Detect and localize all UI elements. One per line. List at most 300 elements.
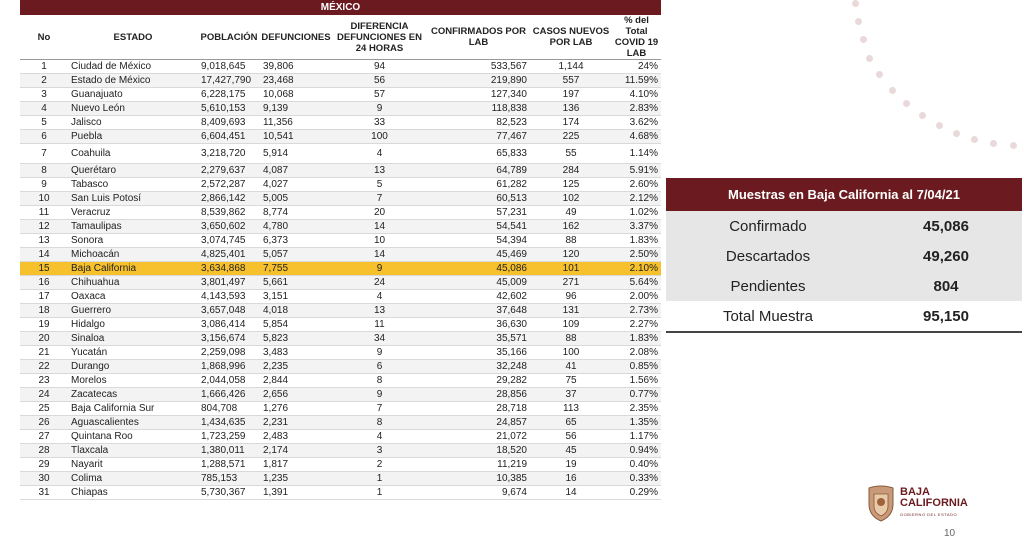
row-defunciones: 23,468 [260,74,332,88]
row-estado: Morelos [68,374,198,388]
table-row [20,102,661,116]
row-casos-nuevos: 113 [530,402,612,416]
row-estado: Ciudad de México [68,60,198,74]
row-no: 1 [20,60,68,74]
row-confirmados: 57,231 [427,206,530,220]
row-no: 10 [20,192,68,206]
row-confirmados: 127,340 [427,88,530,102]
row-diferencia: 100 [332,130,427,144]
row-casos-nuevos: 1,144 [530,60,612,74]
row-confirmados: 18,520 [427,444,530,458]
header-poblacion: POBLACIÓN [198,15,260,60]
table-row [20,374,661,388]
row-casos-nuevos: 65 [530,416,612,430]
row-pct: 0.77% [612,388,661,402]
row-defunciones: 3,483 [260,346,332,360]
row-diferencia: 4 [332,430,427,444]
table-row [20,416,661,430]
row-pct: 2.35% [612,402,661,416]
row-poblacion: 9,018,645 [198,60,260,74]
header-diferencia: DIFERENCIA DEFUNCIONES EN 24 HORAS [332,15,427,60]
coat-of-arms-icon [866,484,896,522]
row-estado: Durango [68,360,198,374]
row-poblacion: 1,666,426 [198,388,260,402]
covid-table [20,0,661,500]
row-confirmados: 37,648 [427,304,530,318]
table-row [20,144,661,164]
row-poblacion: 1,380,011 [198,444,260,458]
row-pct: 1.56% [612,374,661,388]
row-confirmados: 35,571 [427,332,530,346]
row-casos-nuevos: 101 [530,262,612,276]
row-estado: Tabasco [68,178,198,192]
row-defunciones: 39,806 [260,60,332,74]
row-diferencia: 11 [332,318,427,332]
row-estado: Jalisco [68,116,198,130]
row-poblacion: 3,074,745 [198,234,260,248]
table-row [20,360,661,374]
row-pct: 5.91% [612,164,661,178]
header-defunciones: DEFUNCIONES [260,15,332,60]
row-defunciones: 5,854 [260,318,332,332]
row-estado: Guerrero [68,304,198,318]
table-row [20,332,661,346]
row-diferencia: 9 [332,262,427,276]
header-estado: ESTADO [68,15,198,60]
row-casos-nuevos: 125 [530,178,612,192]
row-confirmados: 28,856 [427,388,530,402]
row-defunciones: 4,087 [260,164,332,178]
row-casos-nuevos: 136 [530,102,612,116]
row-no: 9 [20,178,68,192]
table-row [20,290,661,304]
row-poblacion: 2,866,142 [198,192,260,206]
row-estado: Baja California [68,262,198,276]
row-pct: 4.68% [612,130,661,144]
row-no: 12 [20,220,68,234]
row-confirmados: 9,674 [427,486,530,500]
row-pct: 3.62% [612,116,661,130]
row-casos-nuevos: 271 [530,276,612,290]
row-no: 16 [20,276,68,290]
row-diferencia: 24 [332,276,427,290]
row-no: 14 [20,248,68,262]
row-diferencia: 14 [332,248,427,262]
row-defunciones: 4,780 [260,220,332,234]
row-confirmados: 54,541 [427,220,530,234]
row-poblacion: 1,723,259 [198,430,260,444]
row-casos-nuevos: 49 [530,206,612,220]
row-casos-nuevos: 88 [530,332,612,346]
row-no: 26 [20,416,68,430]
row-diferencia: 1 [332,486,427,500]
baja-california-logo [866,484,968,522]
row-poblacion: 5,610,153 [198,102,260,116]
row-casos-nuevos: 88 [530,234,612,248]
row-confirmados: 36,630 [427,318,530,332]
header-confirmados: CONFIRMADOS POR LAB [427,15,530,60]
row-poblacion: 5,730,367 [198,486,260,500]
row-no: 11 [20,206,68,220]
row-casos-nuevos: 102 [530,192,612,206]
row-poblacion: 4,143,593 [198,290,260,304]
row-defunciones: 10,541 [260,130,332,144]
row-pct: 3.37% [612,220,661,234]
row-estado: Estado de México [68,74,198,88]
table-row [20,318,661,332]
row-diferencia: 9 [332,346,427,360]
row-poblacion: 785,153 [198,472,260,486]
row-no: 6 [20,130,68,144]
row-casos-nuevos: 284 [530,164,612,178]
table-row [20,88,661,102]
row-diferencia: 8 [332,416,427,430]
row-estado: Quintana Roo [68,430,198,444]
row-estado: Oaxaca [68,290,198,304]
row-no: 5 [20,116,68,130]
row-confirmados: 10,385 [427,472,530,486]
row-casos-nuevos: 100 [530,346,612,360]
row-diferencia: 34 [332,332,427,346]
row-poblacion: 2,044,058 [198,374,260,388]
row-poblacion: 8,409,693 [198,116,260,130]
panel-value: 95,150 [923,307,969,325]
row-estado: Aguascalientes [68,416,198,430]
row-defunciones: 1,235 [260,472,332,486]
row-defunciones: 4,027 [260,178,332,192]
row-estado: Colima [68,472,198,486]
row-casos-nuevos: 41 [530,360,612,374]
row-defunciones: 5,914 [260,144,332,164]
table-row [20,388,661,402]
row-confirmados: 35,166 [427,346,530,360]
row-pct: 0.33% [612,472,661,486]
panel-value: 45,086 [923,217,969,235]
row-poblacion: 8,539,862 [198,206,260,220]
row-diferencia: 56 [332,74,427,88]
header-casos-nuevos: CASOS NUEVOS POR LAB [530,15,612,60]
row-casos-nuevos: 55 [530,144,612,164]
row-pct: 0.40% [612,458,661,472]
row-confirmados: 45,086 [427,262,530,276]
row-poblacion: 6,228,175 [198,88,260,102]
row-defunciones: 6,373 [260,234,332,248]
table-row [20,276,661,290]
row-casos-nuevos: 557 [530,74,612,88]
row-pct: 1.14% [612,144,661,164]
table-row [20,60,661,74]
row-defunciones: 5,057 [260,248,332,262]
row-no: 24 [20,388,68,402]
row-defunciones: 2,844 [260,374,332,388]
row-confirmados: 32,248 [427,360,530,374]
row-no: 17 [20,290,68,304]
row-poblacion: 3,801,497 [198,276,260,290]
row-pct: 0.85% [612,360,661,374]
row-pct: 2.12% [612,192,661,206]
table-row [20,192,661,206]
row-confirmados: 219,890 [427,74,530,88]
panel-title: Muestras en Baja California al 7/04/21 [666,178,1022,211]
row-poblacion: 804,708 [198,402,260,416]
row-confirmados: 54,394 [427,234,530,248]
row-estado: Nayarit [68,458,198,472]
row-pct: 2.08% [612,346,661,360]
row-defunciones: 10,068 [260,88,332,102]
row-poblacion: 3,086,414 [198,318,260,332]
panel-row-descartados [666,241,1022,271]
table-row [20,248,661,262]
row-defunciones: 5,005 [260,192,332,206]
row-defunciones: 1,391 [260,486,332,500]
row-confirmados: 28,718 [427,402,530,416]
row-defunciones: 1,276 [260,402,332,416]
row-poblacion: 3,156,674 [198,332,260,346]
row-poblacion: 2,279,637 [198,164,260,178]
table-row [20,444,661,458]
row-estado: Nuevo León [68,102,198,116]
row-estado: Sonora [68,234,198,248]
row-casos-nuevos: 197 [530,88,612,102]
row-estado: Hidalgo [68,318,198,332]
row-casos-nuevos: 16 [530,472,612,486]
row-casos-nuevos: 75 [530,374,612,388]
row-estado: Yucatán [68,346,198,360]
row-no: 4 [20,102,68,116]
row-defunciones: 2,174 [260,444,332,458]
row-confirmados: 65,833 [427,144,530,164]
row-no: 22 [20,360,68,374]
row-estado: Querétaro [68,164,198,178]
row-no: 18 [20,304,68,318]
row-pct: 1.83% [612,234,661,248]
row-diferencia: 2 [332,458,427,472]
row-casos-nuevos: 96 [530,290,612,304]
row-casos-nuevos: 162 [530,220,612,234]
row-confirmados: 77,467 [427,130,530,144]
row-defunciones: 2,656 [260,388,332,402]
panel-value: 804 [933,277,959,295]
row-pct: 24% [612,60,661,74]
row-no: 8 [20,164,68,178]
row-diferencia: 7 [332,402,427,416]
row-no: 25 [20,402,68,416]
row-pct: 2.83% [612,102,661,116]
row-poblacion: 6,604,451 [198,130,260,144]
row-diferencia: 20 [332,206,427,220]
row-diferencia: 7 [332,192,427,206]
row-poblacion: 2,572,287 [198,178,260,192]
row-no: 28 [20,444,68,458]
row-poblacion: 1,434,635 [198,416,260,430]
row-defunciones: 7,755 [260,262,332,276]
row-defunciones: 2,231 [260,416,332,430]
table-row [20,430,661,444]
row-casos-nuevos: 109 [530,318,612,332]
row-confirmados: 118,838 [427,102,530,116]
row-no: 7 [20,144,68,164]
row-casos-nuevos: 225 [530,130,612,144]
panel-label: Descartados [725,247,811,265]
row-diferencia: 4 [332,144,427,164]
row-diferencia: 1 [332,472,427,486]
page-number: 10 [944,528,956,539]
table-row [20,346,661,360]
table-row [20,116,661,130]
table-row [20,458,661,472]
table-row [20,234,661,248]
row-confirmados: 60,513 [427,192,530,206]
row-confirmados: 82,523 [427,116,530,130]
table-row [20,206,661,220]
row-confirmados: 11,219 [427,458,530,472]
row-estado: Guanajuato [68,88,198,102]
row-estado: Puebla [68,130,198,144]
row-diferencia: 8 [332,374,427,388]
row-pct: 2.00% [612,290,661,304]
row-estado: Tamaulipas [68,220,198,234]
table-row [20,164,661,178]
row-no: 19 [20,318,68,332]
row-casos-nuevos: 120 [530,248,612,262]
row-diferencia: 6 [332,360,427,374]
row-no: 30 [20,472,68,486]
table-row [20,262,661,276]
states-table [20,15,661,500]
row-defunciones: 3,151 [260,290,332,304]
row-defunciones: 4,018 [260,304,332,318]
row-pct: 0.29% [612,486,661,500]
row-confirmados: 533,567 [427,60,530,74]
panel-label: Pendientes [730,277,806,295]
row-pct: 2.60% [612,178,661,192]
row-pct: 2.73% [612,304,661,318]
table-header-row [20,15,661,60]
row-diferencia: 57 [332,88,427,102]
row-diferencia: 13 [332,164,427,178]
table-row [20,486,661,500]
row-casos-nuevos: 19 [530,458,612,472]
row-diferencia: 9 [332,388,427,402]
row-casos-nuevos: 45 [530,444,612,458]
row-confirmados: 45,009 [427,276,530,290]
row-no: 2 [20,74,68,88]
row-pct: 5.64% [612,276,661,290]
samples-panel [666,178,1022,333]
row-defunciones: 2,483 [260,430,332,444]
row-estado: Michoacán [68,248,198,262]
row-diferencia: 14 [332,220,427,234]
row-confirmados: 21,072 [427,430,530,444]
table-title: MÉXICO [20,0,661,15]
row-poblacion: 2,259,098 [198,346,260,360]
row-diferencia: 5 [332,178,427,192]
row-casos-nuevos: 14 [530,486,612,500]
logo-line2: CALIFORNIA [900,496,968,509]
row-casos-nuevos: 131 [530,304,612,318]
row-no: 3 [20,88,68,102]
row-defunciones: 9,139 [260,102,332,116]
table-row [20,402,661,416]
row-poblacion: 3,657,048 [198,304,260,318]
row-defunciones: 2,235 [260,360,332,374]
row-confirmados: 61,282 [427,178,530,192]
row-pct: 2.50% [612,248,661,262]
row-defunciones: 5,661 [260,276,332,290]
row-poblacion: 3,634,868 [198,262,260,276]
row-confirmados: 29,282 [427,374,530,388]
row-defunciones: 5,823 [260,332,332,346]
row-estado: San Luis Potosí [68,192,198,206]
row-poblacion: 1,288,571 [198,458,260,472]
row-casos-nuevos: 56 [530,430,612,444]
row-no: 13 [20,234,68,248]
row-estado: Baja California Sur [68,402,198,416]
row-pct: 1.35% [612,416,661,430]
table-row [20,220,661,234]
panel-row-pendientes [666,271,1022,301]
row-no: 27 [20,430,68,444]
table-body [20,60,661,500]
row-poblacion: 3,650,602 [198,220,260,234]
row-pct: 1.17% [612,430,661,444]
row-poblacion: 3,218,720 [198,144,260,164]
row-diferencia: 10 [332,234,427,248]
row-poblacion: 1,868,996 [198,360,260,374]
row-confirmados: 42,602 [427,290,530,304]
table-row [20,130,661,144]
header-pct: % del Total COVID 19 LAB [612,15,661,60]
row-pct: 2.10% [612,262,661,276]
header-no: No [20,15,68,60]
row-pct: 0.94% [612,444,661,458]
row-no: 21 [20,346,68,360]
logo-line1: BAJA [900,485,930,498]
panel-row-confirmado [666,211,1022,241]
row-estado: Coahuila [68,144,198,164]
row-defunciones: 8,774 [260,206,332,220]
row-casos-nuevos: 37 [530,388,612,402]
row-diferencia: 94 [332,60,427,74]
row-defunciones: 1,817 [260,458,332,472]
row-estado: Chiapas [68,486,198,500]
row-pct: 1.83% [612,332,661,346]
row-estado: Tlaxcala [68,444,198,458]
row-pct: 1.02% [612,206,661,220]
panel-label: Total Muestra [722,307,814,325]
row-poblacion: 4,825,401 [198,248,260,262]
table-row [20,304,661,318]
row-estado: Chihuahua [68,276,198,290]
row-poblacion: 17,427,790 [198,74,260,88]
row-pct: 2.27% [612,318,661,332]
row-defunciones: 11,356 [260,116,332,130]
row-casos-nuevos: 174 [530,116,612,130]
row-diferencia: 3 [332,444,427,458]
table-row [20,178,661,192]
panel-label: Confirmado [729,217,807,235]
row-diferencia: 33 [332,116,427,130]
row-confirmados: 24,857 [427,416,530,430]
panel-value: 49,260 [923,247,969,265]
row-estado: Sinaloa [68,332,198,346]
row-diferencia: 9 [332,102,427,116]
row-no: 20 [20,332,68,346]
row-estado: Veracruz [68,206,198,220]
row-no: 29 [20,458,68,472]
row-confirmados: 45,469 [427,248,530,262]
panel-row-total [666,301,1022,333]
